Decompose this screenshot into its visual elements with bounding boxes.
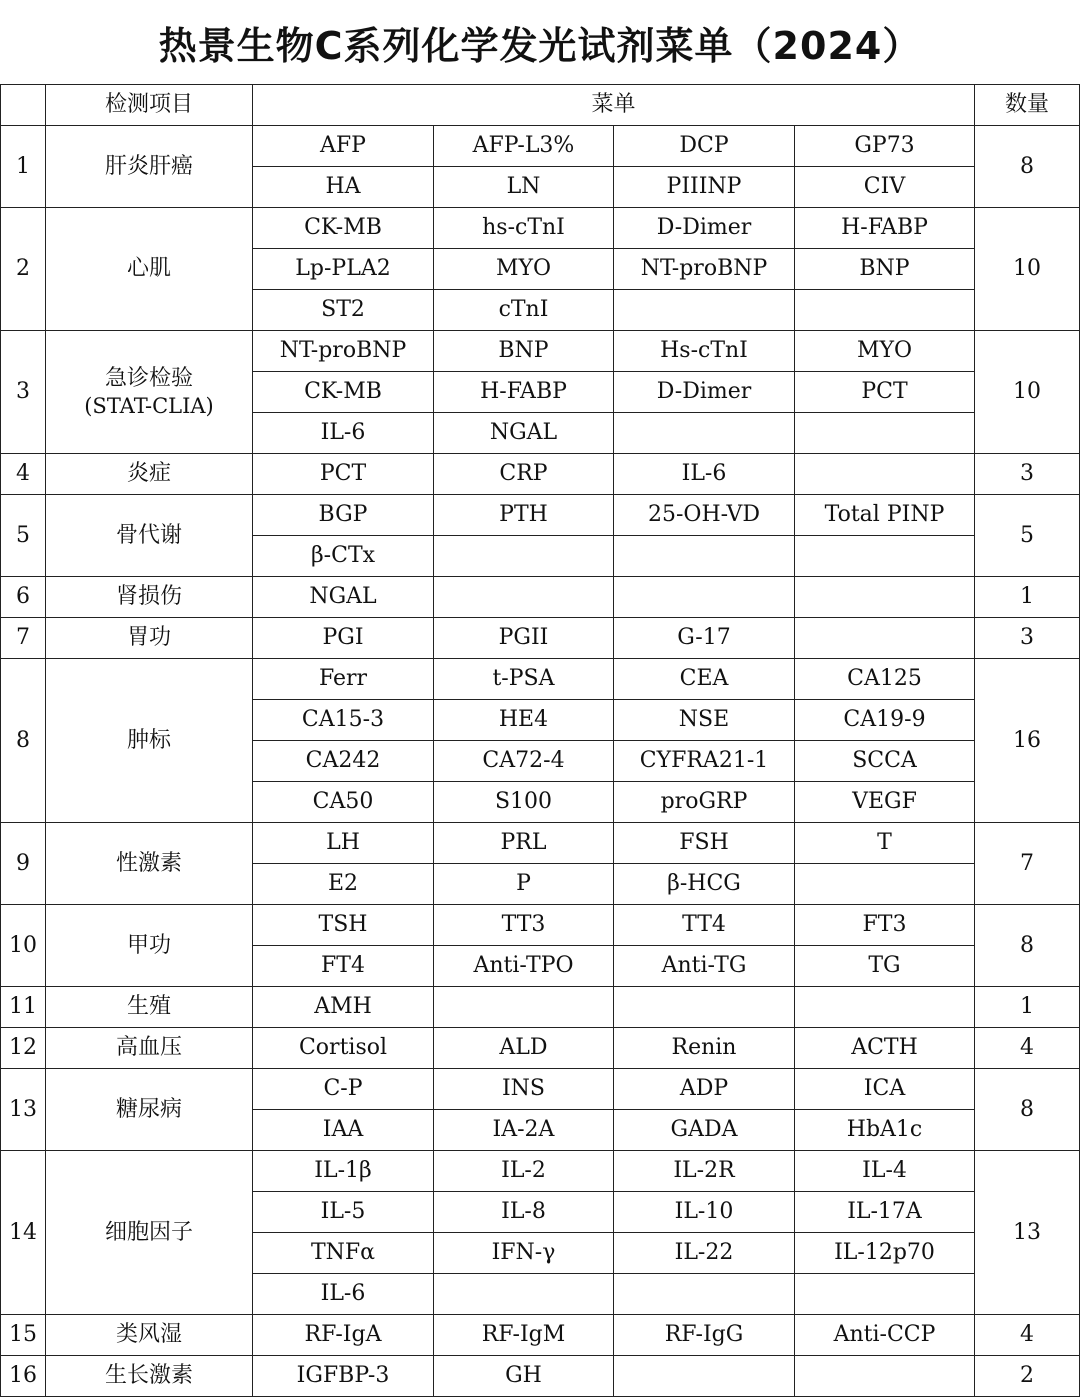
row-number: 2 [1, 208, 46, 331]
count-cell: 3 [975, 618, 1080, 659]
row-number: 16 [1, 1356, 46, 1397]
table-row [1, 1151, 1080, 1192]
count-cell: 16 [975, 659, 1080, 823]
table-row [1, 1069, 1080, 1110]
test-item-cell: IL-2R [614, 1151, 795, 1192]
table-row [1, 495, 1080, 536]
title-bar [0, 0, 1080, 84]
table-header-row [1, 85, 1080, 126]
table-row [1, 331, 1080, 372]
test-item-cell [614, 1274, 795, 1315]
test-item-cell [795, 987, 975, 1028]
page-title: 热景生物C系列化学发光试剂菜单（2024） [158, 23, 922, 68]
category-subtitle: (STAT-CLIA) [84, 393, 214, 418]
test-item-cell: VEGF [795, 782, 975, 823]
test-item-cell: IL-6 [253, 1274, 434, 1315]
test-item-cell: PCT [253, 454, 434, 495]
test-item-cell: IL-5 [253, 1192, 434, 1233]
test-item-cell: CA50 [253, 782, 434, 823]
category-cell [46, 454, 253, 495]
test-item-cell [614, 987, 795, 1028]
test-item-cell [795, 1356, 975, 1397]
test-item-cell: FSH [614, 823, 795, 864]
test-item-cell: Anti-CCP [795, 1315, 975, 1356]
test-item-cell: CA125 [795, 659, 975, 700]
test-item-cell: Hs-cTnI [614, 331, 795, 372]
category-cell [46, 823, 253, 905]
count-cell: 8 [975, 126, 1080, 208]
test-item-cell [795, 290, 975, 331]
test-item-cell: E2 [253, 864, 434, 905]
test-item-cell: MYO [434, 249, 614, 290]
test-item-cell: proGRP [614, 782, 795, 823]
category-cell [46, 577, 253, 618]
test-item-cell: D-Dimer [614, 208, 795, 249]
test-item-cell: H-FABP [434, 372, 614, 413]
test-item-cell: D-Dimer [614, 372, 795, 413]
test-item-cell: PGI [253, 618, 434, 659]
count-cell: 8 [975, 905, 1080, 987]
test-item-cell [434, 987, 614, 1028]
count-cell: 1 [975, 577, 1080, 618]
category-name: 炎症 [126, 461, 171, 487]
test-item-cell: RF-IgA [253, 1315, 434, 1356]
category-name: 生殖 [126, 994, 171, 1020]
test-item-cell [614, 577, 795, 618]
count-cell: 4 [975, 1028, 1080, 1069]
test-item-cell: S100 [434, 782, 614, 823]
category-cell [46, 1151, 253, 1315]
category-cell [46, 126, 253, 208]
count-cell: 1 [975, 987, 1080, 1028]
test-item-cell: ADP [614, 1069, 795, 1110]
test-item-cell: NGAL [253, 577, 434, 618]
test-item-cell: IAA [253, 1110, 434, 1151]
test-item-cell: CA242 [253, 741, 434, 782]
test-item-cell: C-P [253, 1069, 434, 1110]
row-number: 4 [1, 454, 46, 495]
test-item-cell: NT-proBNP [614, 249, 795, 290]
test-item-cell: NGAL [434, 413, 614, 454]
row-number: 8 [1, 659, 46, 823]
category-name: 细胞因子 [104, 1219, 193, 1245]
category-name: 急诊检验 [104, 366, 193, 392]
category-cell [46, 1069, 253, 1151]
table-row [1, 905, 1080, 946]
test-item-cell: Anti-TG [614, 946, 795, 987]
category-name: 性激素 [115, 850, 182, 876]
test-item-cell: IGFBP-3 [253, 1356, 434, 1397]
test-item-cell: PCT [795, 372, 975, 413]
category-name: 类风湿 [115, 1322, 182, 1348]
count-cell: 8 [975, 1069, 1080, 1151]
row-number: 1 [1, 126, 46, 208]
test-item-cell: FT4 [253, 946, 434, 987]
category-name: 糖尿病 [115, 1096, 182, 1122]
test-item-cell: RF-IgG [614, 1315, 795, 1356]
table-row [1, 987, 1080, 1028]
count-cell: 4 [975, 1315, 1080, 1356]
category-name: 骨代谢 [115, 522, 182, 548]
test-item-cell [795, 413, 975, 454]
test-item-cell: 25-OH-VD [614, 495, 795, 536]
test-item-cell: HE4 [434, 700, 614, 741]
test-item-cell: CA72-4 [434, 741, 614, 782]
table-row [1, 454, 1080, 495]
test-item-cell: BNP [795, 249, 975, 290]
test-item-cell [795, 454, 975, 495]
table-row [1, 1028, 1080, 1069]
test-item-cell: hs-cTnI [434, 208, 614, 249]
test-item-cell: Renin [614, 1028, 795, 1069]
test-item-cell [434, 577, 614, 618]
row-number: 9 [1, 823, 46, 905]
header-menu: 菜单 [253, 85, 975, 126]
test-item-cell: Anti-TPO [434, 946, 614, 987]
category-name: 甲功 [126, 932, 171, 958]
test-item-cell: IA-2A [434, 1110, 614, 1151]
category-name: 肝炎肝癌 [104, 153, 193, 179]
test-item-cell: HbA1c [795, 1110, 975, 1151]
test-item-cell: IL-1β [253, 1151, 434, 1192]
test-item-cell: IL-22 [614, 1233, 795, 1274]
test-item-cell: AFP [253, 126, 434, 167]
count-cell: 5 [975, 495, 1080, 577]
category-name: 生长激素 [104, 1363, 193, 1389]
test-item-cell: β-HCG [614, 864, 795, 905]
test-item-cell [795, 864, 975, 905]
count-cell: 10 [975, 331, 1080, 454]
test-item-cell: CIV [795, 167, 975, 208]
table-row [1, 1356, 1080, 1397]
test-item-cell: β-CTx [253, 536, 434, 577]
test-item-cell: PGII [434, 618, 614, 659]
table-body [1, 126, 1080, 1397]
test-item-cell [795, 536, 975, 577]
test-item-cell: IFN-γ [434, 1233, 614, 1274]
test-item-cell: ICA [795, 1069, 975, 1110]
category-name: 心肌 [126, 256, 171, 282]
category-cell [46, 1028, 253, 1069]
category-cell [46, 905, 253, 987]
row-number: 6 [1, 577, 46, 618]
test-item-cell: BGP [253, 495, 434, 536]
test-item-cell: G-17 [614, 618, 795, 659]
table-row [1, 618, 1080, 659]
test-item-cell [434, 1274, 614, 1315]
test-item-cell [795, 1274, 975, 1315]
test-item-cell: TSH [253, 905, 434, 946]
test-item-cell: AFP-L3% [434, 126, 614, 167]
row-number: 13 [1, 1069, 46, 1151]
test-item-cell [614, 290, 795, 331]
row-number: 7 [1, 618, 46, 659]
test-item-cell: IL-6 [614, 454, 795, 495]
test-item-cell [795, 577, 975, 618]
test-item-cell: HA [253, 167, 434, 208]
test-item-cell: CA19-9 [795, 700, 975, 741]
test-item-cell: LN [434, 167, 614, 208]
test-item-cell: Lp-PLA2 [253, 249, 434, 290]
test-item-cell: CK-MB [253, 208, 434, 249]
test-item-cell: ALD [434, 1028, 614, 1069]
category-cell [46, 618, 253, 659]
count-cell: 13 [975, 1151, 1080, 1315]
test-item-cell: LH [253, 823, 434, 864]
test-item-cell: GADA [614, 1110, 795, 1151]
test-item-cell: IL-2 [434, 1151, 614, 1192]
test-item-cell: FT3 [795, 905, 975, 946]
test-item-cell: IL-10 [614, 1192, 795, 1233]
row-number: 10 [1, 905, 46, 987]
category-name: 胃功 [126, 625, 171, 651]
count-cell: 2 [975, 1356, 1080, 1397]
test-item-cell [614, 536, 795, 577]
test-item-cell: TNFα [253, 1233, 434, 1274]
test-item-cell: TT4 [614, 905, 795, 946]
test-item-cell: DCP [614, 126, 795, 167]
test-item-cell: T [795, 823, 975, 864]
table-row [1, 1315, 1080, 1356]
row-number: 5 [1, 495, 46, 577]
row-number: 15 [1, 1315, 46, 1356]
test-item-cell [614, 413, 795, 454]
test-item-cell: CK-MB [253, 372, 434, 413]
category-cell [46, 987, 253, 1028]
test-item-cell: H-FABP [795, 208, 975, 249]
test-item-cell: Ferr [253, 659, 434, 700]
test-item-cell: BNP [434, 331, 614, 372]
test-item-cell: PIIINP [614, 167, 795, 208]
category-name: 肾损伤 [115, 584, 182, 610]
table-row [1, 126, 1080, 167]
table-row [1, 577, 1080, 618]
test-item-cell: CYFRA21-1 [614, 741, 795, 782]
test-item-cell: t-PSA [434, 659, 614, 700]
test-item-cell: CRP [434, 454, 614, 495]
test-item-cell: MYO [795, 331, 975, 372]
table-row [1, 823, 1080, 864]
count-cell: 10 [975, 208, 1080, 331]
table-row [1, 208, 1080, 249]
header-item: 检测项目 [46, 85, 253, 126]
header-no [1, 85, 46, 126]
category-name: 高血压 [115, 1035, 182, 1061]
test-item-cell: IL-6 [253, 413, 434, 454]
test-item-cell: TT3 [434, 905, 614, 946]
table-row [1, 659, 1080, 700]
row-number: 3 [1, 331, 46, 454]
category-cell [46, 1315, 253, 1356]
test-item-cell: ACTH [795, 1028, 975, 1069]
test-item-cell: IL-17A [795, 1192, 975, 1233]
test-item-cell: IL-8 [434, 1192, 614, 1233]
count-cell: 7 [975, 823, 1080, 905]
test-item-cell: Total PINP [795, 495, 975, 536]
count-cell: 3 [975, 454, 1080, 495]
test-item-cell: IL-12p70 [795, 1233, 975, 1274]
test-item-cell: NSE [614, 700, 795, 741]
row-number: 11 [1, 987, 46, 1028]
test-item-cell: CA15-3 [253, 700, 434, 741]
test-item-cell: cTnI [434, 290, 614, 331]
test-item-cell: PTH [434, 495, 614, 536]
category-cell [46, 495, 253, 577]
test-item-cell: Cortisol [253, 1028, 434, 1069]
test-item-cell: CEA [614, 659, 795, 700]
test-item-cell: AMH [253, 987, 434, 1028]
test-item-cell: P [434, 864, 614, 905]
test-item-cell: PRL [434, 823, 614, 864]
category-cell [46, 331, 253, 454]
test-item-cell: ST2 [253, 290, 434, 331]
row-number: 12 [1, 1028, 46, 1069]
test-item-cell: RF-IgM [434, 1315, 614, 1356]
test-item-cell [434, 536, 614, 577]
test-item-cell: INS [434, 1069, 614, 1110]
test-item-cell: GH [434, 1356, 614, 1397]
category-cell [46, 659, 253, 823]
category-cell [46, 1356, 253, 1397]
test-item-cell: GP73 [795, 126, 975, 167]
test-item-cell: TG [795, 946, 975, 987]
category-cell [46, 208, 253, 331]
test-item-cell: IL-4 [795, 1151, 975, 1192]
test-item-cell: SCCA [795, 741, 975, 782]
header-count: 数量 [975, 85, 1080, 126]
reagent-menu-table [0, 84, 1080, 1397]
row-number: 14 [1, 1151, 46, 1315]
test-item-cell: NT-proBNP [253, 331, 434, 372]
test-item-cell [795, 618, 975, 659]
test-item-cell [614, 1356, 795, 1397]
category-name: 肿标 [126, 727, 171, 753]
